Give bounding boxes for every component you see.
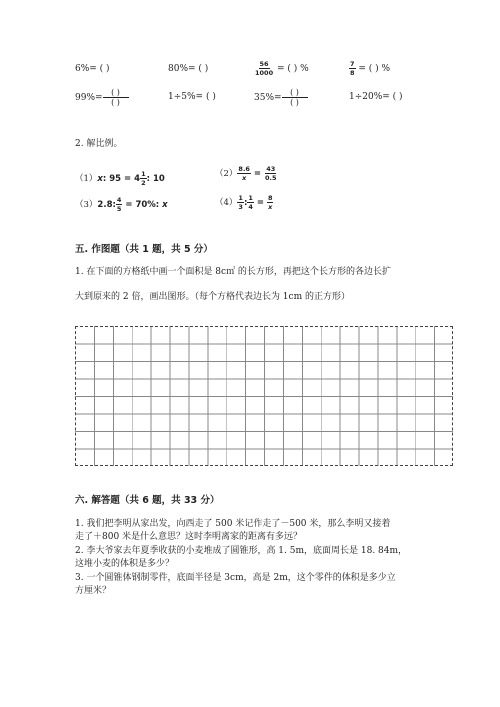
fraction [264,165,278,182]
conversion-lhs: 99%= [75,93,103,103]
section6-line-6: 方厘米？ [75,586,112,596]
conversion-1div5pct: 1÷5%= ( ) [168,92,216,102]
denominator: x [268,203,273,211]
section6-line-2: 走了＋800 米是什么意思？这时李明离家的距离有多远？ [75,532,303,542]
conversion-56-1000 [254,60,309,77]
proportion-2 [215,165,278,182]
denominator: 2 [141,179,146,187]
conversion-6pct: 6%= ( ) [75,64,110,74]
blank-denominator[interactable]: ( ) [290,98,299,107]
fraction [237,165,251,182]
conversion-99pct [75,88,129,107]
conversion-35pct [254,88,308,107]
blank-numerator[interactable]: ( ) [103,88,129,98]
conversion-80pct: 80%= ( ) [168,64,209,74]
numerator: 1 [238,194,243,202]
blank-denominator[interactable]: ( ) [111,98,120,107]
conversion-lhs: 35%= [254,93,282,103]
numerator: 8.6 [238,165,250,173]
problem-label: （4） [215,198,238,208]
conversion-rest: = ( ) % [355,64,391,74]
section5-q1-line1: 1. 在下面的方格纸中画一个面积是 8c㎡ 的长方形，再把这个长方形的各边长扩 [75,267,391,277]
denominator: x [242,174,247,182]
blank-numerator[interactable]: ( ) [282,88,308,98]
section6-line-1: 1. 我们把李明从家出发，向西走了 500 米记作走了－500 米，那么李明又接着 [75,519,391,529]
section5-heading: 五. 作图题（共 1 题，共 5 分） [75,244,213,255]
variable-x: x [162,200,168,210]
section2-title: 2. 解比例。 [75,139,123,149]
section6-line-4: 这堆小麦的体积是多少？ [75,559,175,569]
numerator: 1 [248,194,253,202]
numerator: 43 [266,165,276,173]
fraction [254,60,274,77]
conversion-1div20pct: 1÷20%= ( ) [349,92,403,102]
numerator: 8 [267,194,273,202]
blank-fraction [103,88,129,107]
denominator: 8 [350,69,355,77]
problem-label: （3） [75,200,98,210]
equals: = [250,169,264,179]
denominator: 1000 [255,69,274,77]
conversion-rest: = ( ) % [274,64,309,74]
expr-part: 2.8: [97,200,116,210]
expr-part: = 70%: [122,200,163,210]
conversion-7-8 [349,60,390,77]
section5-q1-line2: 大到原来的 2 倍，画出图形。（每个方格代表边长为 1cm 的正方形） [75,292,350,302]
numerator: 56 [259,60,269,68]
grid-paper[interactable] [75,326,453,466]
variable-x: x [97,174,103,184]
colon: : [243,198,248,208]
numerator: 7 [350,60,355,68]
equals: = [253,198,267,208]
expr-part: : 95 = 4 [102,174,141,184]
proportion-4 [215,194,273,211]
denominator: 0.5 [264,174,277,182]
numerator: 4 [116,196,122,204]
section6-heading: 六. 解答题（共 6 题，共 33 分） [75,495,220,506]
proportion-1 [75,170,165,187]
problem-label: （1） [75,174,98,184]
expr-part: : 10 [146,174,165,184]
proportion-3 [75,196,168,213]
section6-line-3: 2. 李大爷家去年夏季收获的小麦堆成了圆锥形，高 1. 5m，底面周长是 18. 84m， [75,546,408,556]
denominator: 4 [248,203,253,211]
numerator: 1 [141,170,146,178]
fraction [267,194,274,211]
blank-fraction [282,88,308,107]
section6-line-5: 3. 一个圆锥体钢制零件，底面半径是 3cm，高是 2m，这个零件的体积是多少立 [75,573,396,583]
denominator: 3 [238,203,243,211]
problem-label: （2） [215,169,238,179]
denominator: 5 [116,205,122,213]
